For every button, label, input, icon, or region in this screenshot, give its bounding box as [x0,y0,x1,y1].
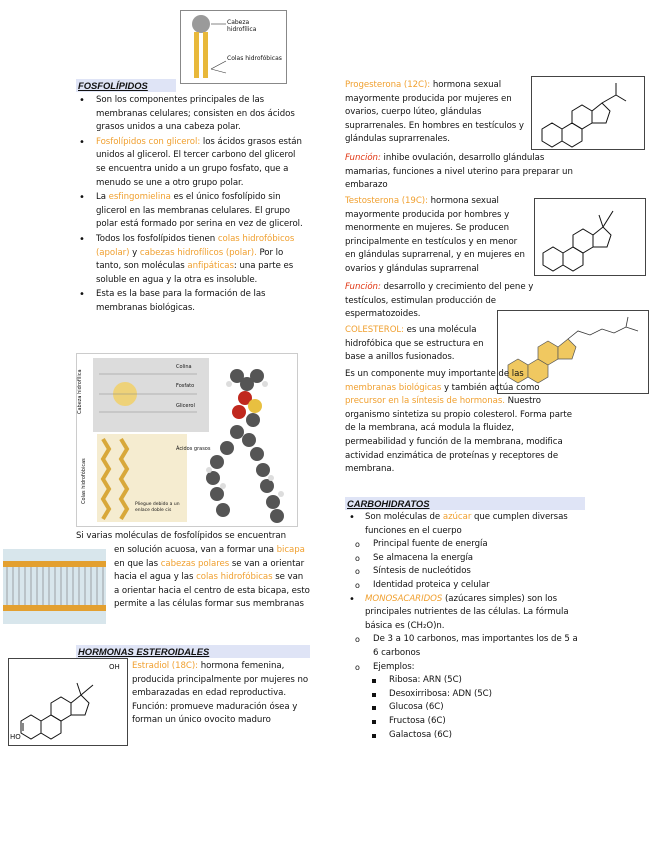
section-title-carbohidratos: CARBOHIDRATOS [345,497,585,510]
list-item: • MONOSACARIDOS (azúcares simples) son los principales nutrientes de las células. La fórmula básica es (CH₂O)n. [345,593,585,634]
colesterol-intro: COLESTEROL: es una molécula hidrofóbica que se estructura en base a anillos fusionados. [345,325,484,363]
list-item: o Se almacena la energía [345,552,585,566]
testosterona-structure [534,198,646,276]
testosterona-function: Función: desarrollo y crecimiento del pene y testículos, estimulan producción de espermatozoides. [345,282,534,320]
label-fosfato: Fosfato [176,383,195,389]
list-item: • Son los componentes principales de las membranas celulares; consisten en dos ácidos grasos unidos a una cabeza polar. [76,94,306,135]
bilayer-image [3,549,106,624]
list-item: Galactosa (6C) [345,729,585,743]
label-tail: Colas hidrofóbicas [227,55,282,62]
list-item: Desoxirribosa: ADN (5C) [345,688,585,702]
label-pliegue: Pliegue debido a un enlace doble cis [135,502,180,513]
progesterona-diagram [532,77,644,149]
label-cabeza: Cabeza hidrofílica [77,369,83,414]
list-item: • Fosfolípidos con glicerol: los ácidos grasos están unidos al glicerol. El tercer carbono del glicerol se encuentra unido a un grupo fosfato, que a menudo se une a otro grupo polar. [76,136,306,190]
list-item: Fructosa (6C) [345,715,585,729]
list-item: o Principal fuente de energía [345,538,585,552]
colesterol-text: Es un componente muy importante de las membranas biológicas y también actúa como precursor en la síntesis de hormonas. Nuestro organismo sintetiza su propio colesterol. Forma parte de la membrana, acá modula la fluidez, permeabilidad y función de la membrana, modifica actividad enzimática de proteínas y receptores de membrana. [345,369,572,475]
label-colas: Colas hidrofóbicas [81,458,87,504]
estradiol-diagram [9,659,127,745]
bicapa-text: en solución acuosa, van a formar una bicapa en que las cabezas polares se van a orientar hacia el agua y las colas hidrofóbicas se van a orientar hacia el centro de esta bicapa, esto permite a las células formar sus membranas [114,545,310,610]
progesterona-text: Progesterona (12C): hormona sexual mayormente producida por mujeres en ovarios, cuerpo lúteo, glándulas suprarrenales. En hombres en testículos y glándulas suprarrenales. [345,80,524,145]
phospholipid-structure-figure [76,353,298,527]
testosterona-diagram [535,199,645,275]
list-item: o Identidad proteica y celular [345,579,585,593]
structure-diagram [77,354,297,526]
bicapa-line1: Si varias moléculas de fosfolípidos se encuentran [76,531,287,541]
list-item: o De 3 a 10 carbonos, mas importantes los de 5 a 6 carbonos [345,633,585,660]
list-item: • Esta es la base para la formación de las membranas biológicas. [76,288,306,315]
list-item: • La esfingomielina es el único fosfolípido sin glicerol en las membranas celulares. El grupo polar está formado por serina en vez de glicerol. [76,191,306,232]
label-acidos: Ácidos grasos [176,446,211,452]
list-item: Ribosa: ARN (5C) [345,674,585,688]
progesterona-structure [531,76,645,150]
estradiol-text: Estradiol (18C): hormona femenina, producida principalmente por mujeres no embarazadas en edad reproductiva. Función: promueve maduración ósea y forman un único ovocito maduro [132,661,309,726]
progesterona-function: Función: inhibe ovulación, desarrollo glándulas mamarias, funciones a nivel uterino para preparar un embarazo [345,153,573,191]
estradiol-oh: OH [109,663,120,671]
estradiol-ho: HO [10,733,21,741]
estradiol-structure [8,658,128,746]
label-head: Cabeza hidrofílica [227,19,257,33]
bilayer-diagram [3,549,106,624]
label-glicerol: Glicerol [176,403,195,409]
list-item: Glucosa (6C) [345,701,585,715]
list-item: • Son moléculas de azúcar que cumplen diversas funciones en el cuerpo [345,511,585,538]
testosterona-text: Testosterona (19C): hormona sexual mayormente producida por hombres y menormente en mujeres. Se producen principalmente en testículos y en menor en glándulas suprarrenal, y en mujeres en ovarios y glándulas suprarrenal [345,196,525,274]
phospholipid-figure [180,10,287,84]
section-title-hormonas: HORMONAS ESTEROIDALES [76,645,310,658]
section-title-fosfolipidos: FOSFOLÍPIDOS [76,79,176,92]
list-item: o Ejemplos: [345,661,585,675]
label-colina: Colina [176,364,192,370]
list-item: o Síntesis de nucleótidos [345,565,585,579]
carbohidratos-content [345,511,585,742]
fosfolipidos-list [76,94,306,317]
list-item: • Todos los fosfolípidos tienen colas hidrofóbicos (apolar) y cabezas hidrofílicos (polar). Por lo tanto, son moléculas anfipáticas: una parte es soluble en agua y la otra es insoluble. [76,233,306,287]
